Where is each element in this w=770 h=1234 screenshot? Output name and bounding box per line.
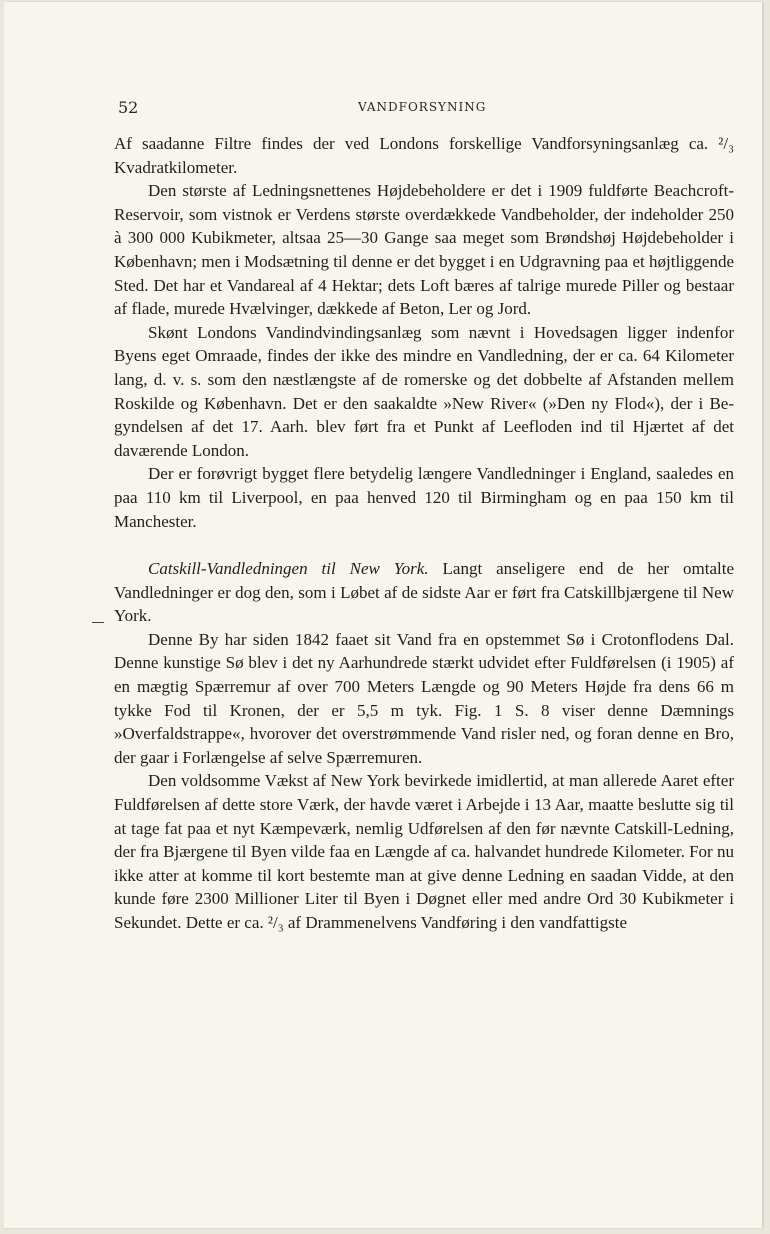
body-text — [114, 132, 734, 935]
paragraph: Af saadanne Filtre findes der ved Londons forskellige Vandforsyningsanlæg ca. ²/₃ Kvadratkilometer. — [114, 134, 734, 177]
paragraph: Denne By har siden 1842 faaet sit Vand fra en opstemmet Sø i Crotonflodens Dal. Denne kunstige Sø blev i det ny Aarhundrede stærkt udvidet efter Fuldførelsen (i 1905) af en mægtig Spærremur af over 700 Meters Længde og 90 Meters Højde fra dens 66 m tykke Fod til Kronen, der er 5,5 m tyk. Fig. 1 S. 8 viser denne Dæmnings »Overfaldstrappe«, hvorover det overstrømmende Vand risler ned, og foran denne en Bro, der gaar i Forlængelse af selve Spærremuren. — [114, 629, 734, 767]
paragraph: Den største af Ledningsnettenes Højdebeholdere er det i 1909 fuldførte Beachcroft-Reservoir, som vistnok er Verdens største overdækkede Vandbeholder, der indeholder 250 à 300 000 Kubikmeter, altsaa 25—30 Gange saa meget som Brøndshøj Højdebeholder i København; men i Modsætning til denne er det bygget i en Udgravning paa et højtliggende Sted. Det har et Vandareal af 4 Hektar; dets Loft bæres af talrige murede Piller og bestaar af flade, murede Hvælvinger, dækkede af Beton, Ler og Jord. — [114, 181, 734, 319]
margin-mark — [92, 622, 104, 623]
section-opening-text: Langt anseligere end de her omtalte Vandledninger er dog den, som i Løbet af de sidste Aar er ført fra Catskillbjærgene til New York. — [114, 559, 734, 626]
paragraph: Der er forøvrigt bygget flere betydelig længere Vandledninger i England, saaledes en paa 110 km til Liverpool, en paa henved 120 til Birmingham og en paa 150 km til Manchester. — [114, 464, 734, 531]
page-header — [118, 98, 738, 120]
page-number: 52 — [118, 98, 139, 117]
paragraph: Skønt Londons Vandindvindingsanlæg som nævnt i Hovedsagen ligger indenfor Byens eget Omraade, findes der ikke des mindre en Vandledning, der er ca. 64 Kilometer lang, d. v. s. som den næstlængste af de romerske og det dobbelte af Afstanden mellem Roskilde og København. Det er den saakaldte »New River« (»Den ny Flod«), der i Begyndelsen af det 17. Aarh. blev ført fra et Punkt af Leefloden ind til Hjærtet af det daværende London. — [114, 322, 734, 460]
running-head: VANDFORSYNING — [358, 100, 487, 114]
section-opening-paragraph — [114, 557, 734, 628]
section-title: Catskill-Vandledningen til New York. — [148, 559, 429, 579]
paragraph: Den voldsomme Vækst af New York bevirkede imidlertid, at man allerede Aaret efter Fuldførelsen af dette store Værk, der havde været i Arbejde i 13 Aar, maatte beslutte sig til at tage fat paa et nyt Kæmpeværk, nemlig Udførelsen af den før nævnte Catskill-Ledning, der fra Bjærgene til Byen vilde faa en Længde af ca. halvandet hundrede Kilometer. For nu ikke atter at komme til kort bestemte man at give denne Ledning en saadan Vidde, at den kunde føre 2300 Millioner Liter til Byen i Døgnet eller med andre Ord 30 Kubikmeter i Sekundet. Dette er ca. ²/₃ af Drammenelvens Vandføring i den vandfattigste — [114, 771, 734, 932]
section-gap — [114, 533, 734, 557]
